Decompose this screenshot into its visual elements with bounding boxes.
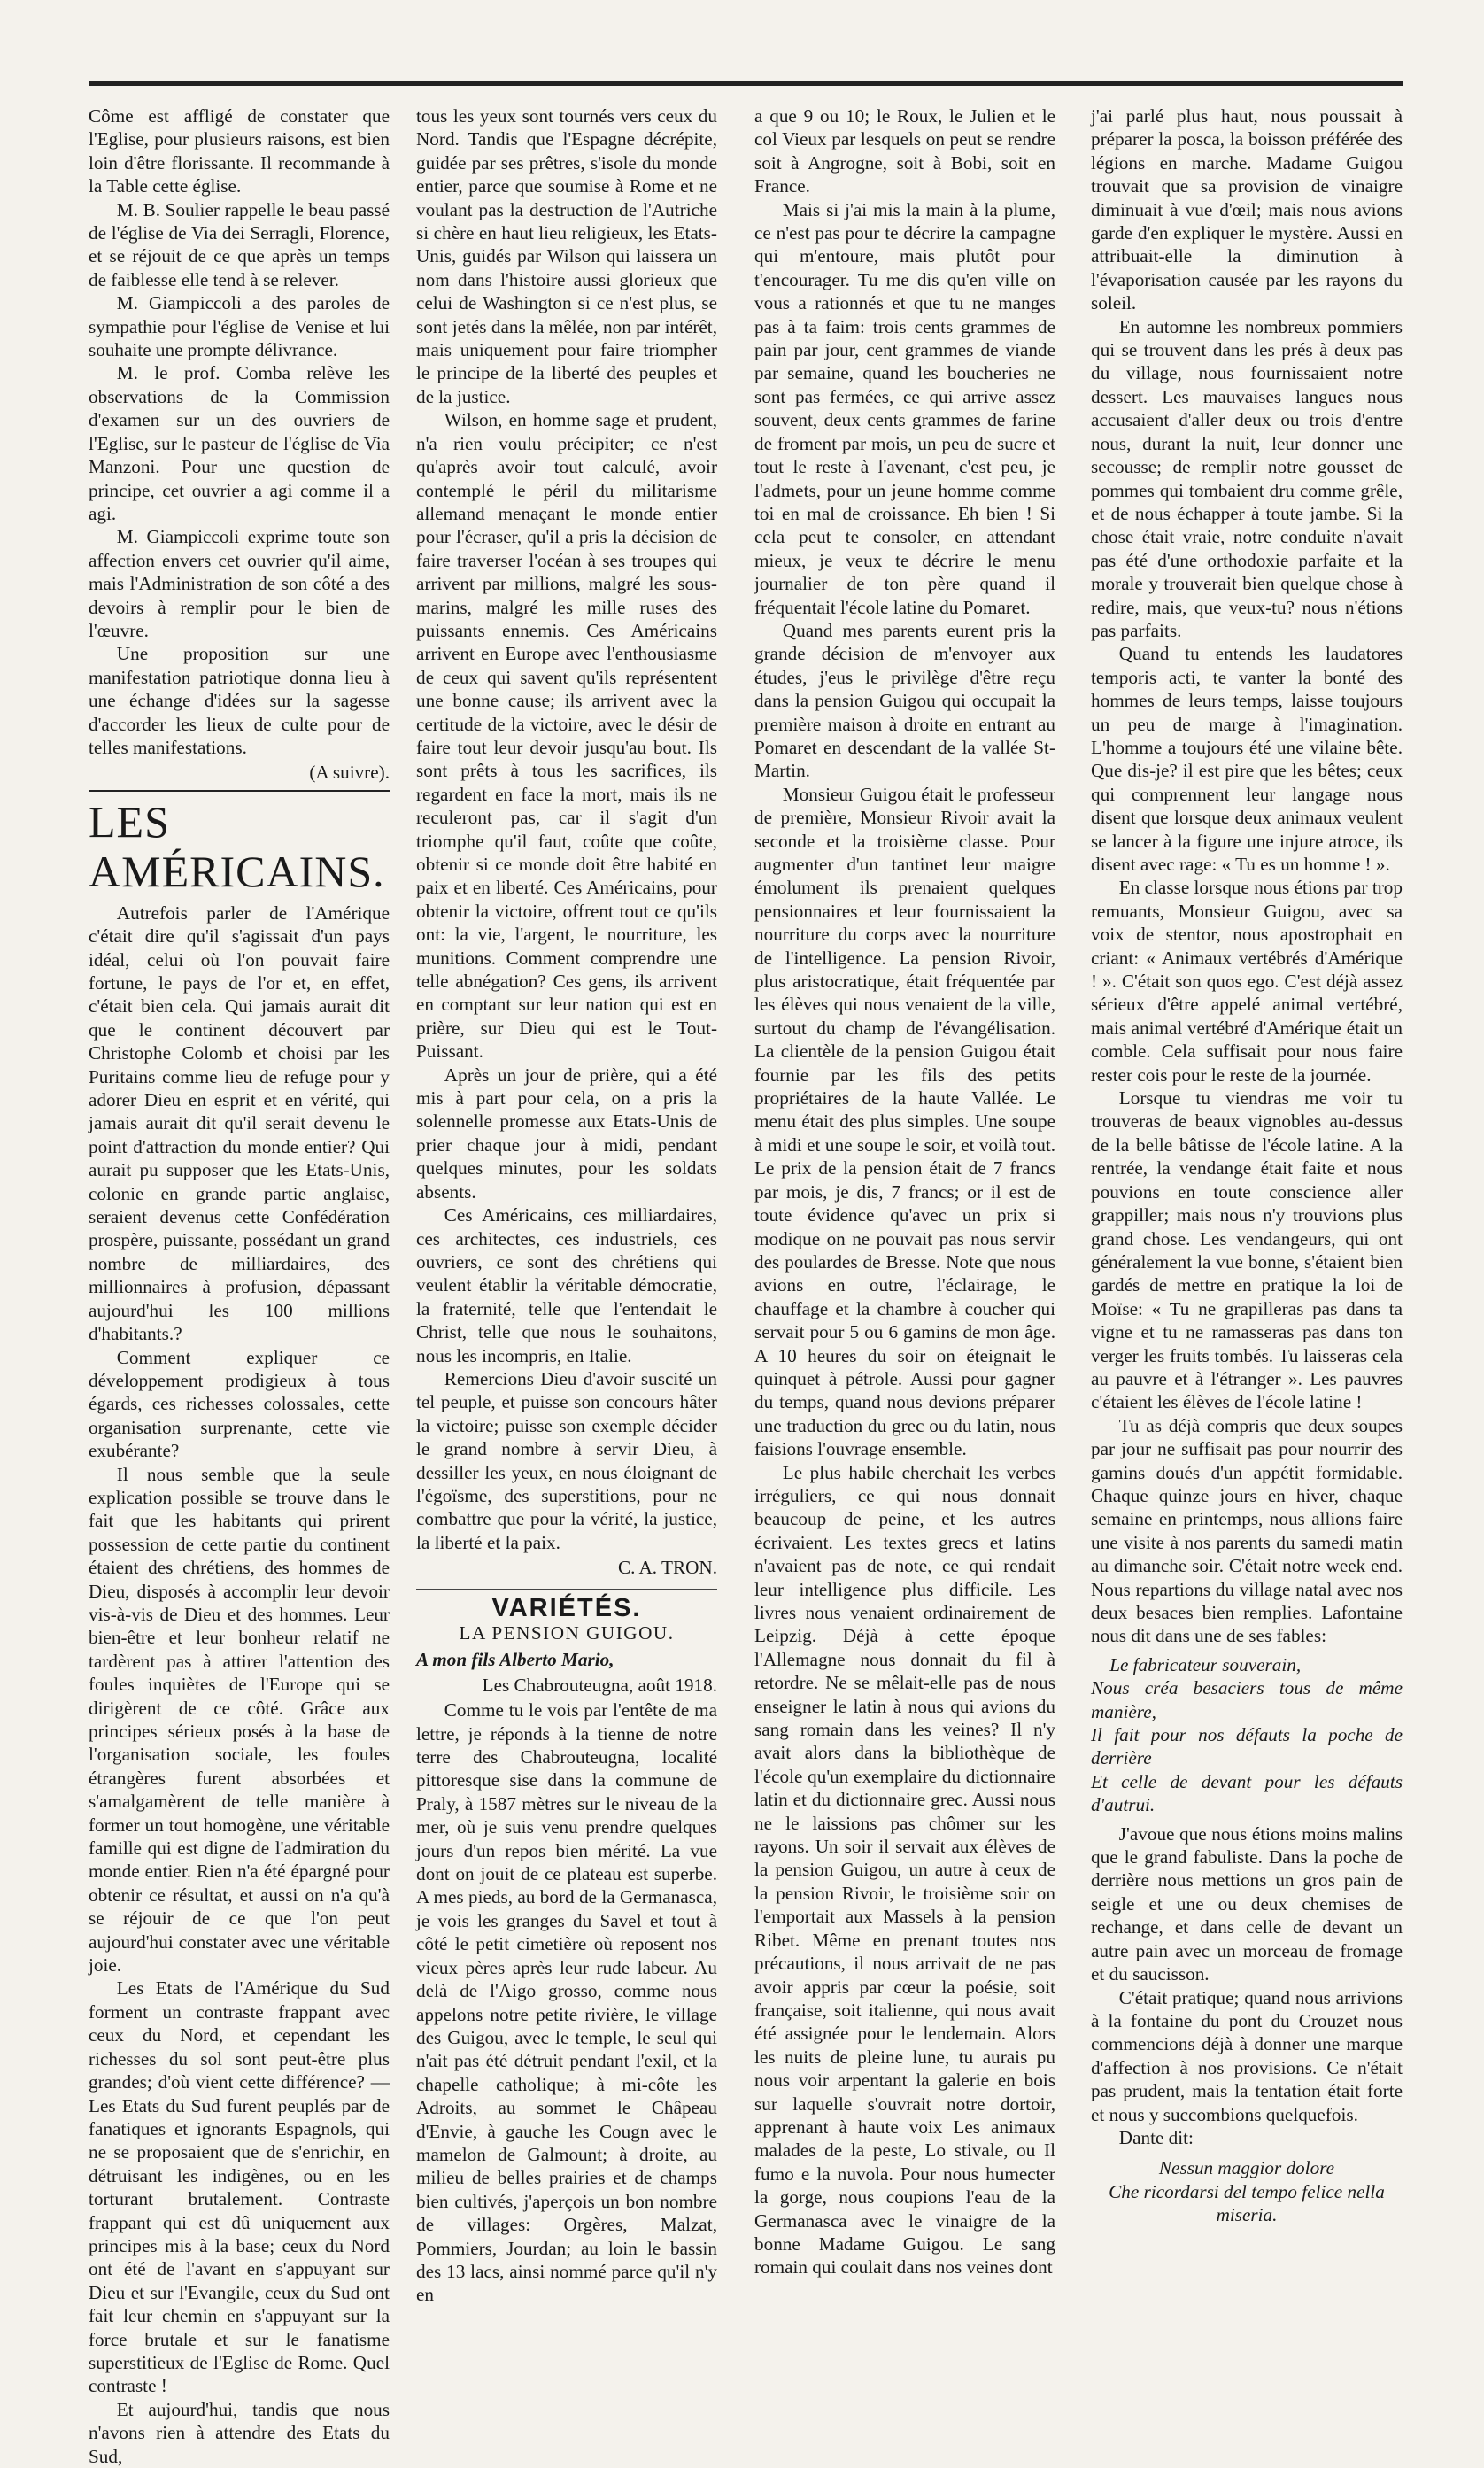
to-be-continued: (A suivre). bbox=[309, 762, 390, 784]
paragraph: Et aujourd'hui, tandis que nous n'avons rien à attendre des Etats du Sud, bbox=[89, 2398, 390, 2467]
author-signature: C. A. TRON. bbox=[617, 1557, 717, 1579]
article-heading-americains: LES AMÉRICAINS. bbox=[89, 796, 385, 896]
paragraph: En classe lorsque nous étions par trop remuants, Monsieur Guigou, avec sa voix de stentor, nous apostrophait en criant: « Animaux vertébrés d'Amérique ! ». C'était son quos ego. C'est déjà assez sérieux d'être appelé animal vertébré, mais animal vertébré d'Amérique était un comble. Cela suffisait pour nous faire rester cois pour le reste de la journée. bbox=[1091, 877, 1403, 1086]
poem-line: Et celle de devant pour les défauts d'autrui. bbox=[1091, 1770, 1403, 1816]
paragraph: Tu as déjà compris que deux soupes par jour ne suffisait pas pour nourrir des gamins doués d'un appétit formidable. Chaque quinze jours en hiver, chaque semaine en printemps, nous allions faire une visite à nos parents du samedi matin au dimanche soir. C'était notre week end. Nous repartions du village natal avec nos deux besaces bien remplies. Lafontaine nous dit dans une de ses fables: bbox=[1091, 1414, 1403, 1647]
top-rule bbox=[89, 81, 1403, 86]
fable-quote bbox=[1091, 1653, 1403, 1817]
paragraph: Quand mes parents eurent pris la grande décision de m'envoyer aux études, j'eus le privilège d'être reçu dans la pension Guigou qui occupait la première maison à droite en entrant au Pomaret en descendant de la vallée St-Martin. bbox=[754, 619, 1055, 782]
paragraph: j'ai parlé plus haut, nous poussait à préparer la posca, la boisson préférée des légions en marche. Madame Guigou trouvait que sa provision de vinaigre diminuait à vue d'œil; mais nous avions garde d'en expliquer le mystère. Aussi en attribuait-elle la diminution à l'évaporisation causée par les rayons du soleil. bbox=[1091, 105, 1403, 314]
paragraph: En automne les nombreux pommiers qui se trouvent dans les prés à deux pas du village, nous fournissaient notre dessert. Les mauvaises langues nous accusaient d'aller deux ou trois d'entre nous, durant la nuit, leur donner une secousse; de remplir notre gousset de pommes qui tombaient dru comme grêle, et de nous échapper à toute jambe. Si la chose était vraie, notre conduite n'avait pas été d'une orthodoxie parfaite et la morale y trouverait bien quelque chose à redire, mais, que veux-tu? nous n'étions pas parfaits. bbox=[1091, 315, 1403, 641]
column-4 bbox=[1091, 104, 1403, 2227]
paragraph: Autrefois parler de l'Amérique c'était dire qu'il s'agissait d'un pays idéal, celui où l'on pouvait faire fortune, le pays de l'or et, en effet, c'était bien cela. Qui jamais aurait dit que le continent découvert par Christophe Colomb et choisi par les Puritains comme lieu de refuge pour y adorer Dieu en esprit et en vérité, qui jamais aurait dit qu'il serait devenu le point d'attraction du monde entier? Qui aurait pu supposer que les Etats-Unis, colonie en grande partie anglaise, seraient devenus cette Confédération prospère, puissante, possédant un grand nombre de milliardaires, des millionnaires à profusion, dépassant aujourd'hui les 100 millions d'habitants.? bbox=[89, 901, 390, 1345]
paragraph: Quand tu entends les laudatores temporis acti, te vanter la bonté des hommes de leurs temps, laisse toujours un peu de marge à l'imagination. L'homme a toujours été une vilaine bête. Que dis-je? il est pire que les bêtes; ceux qui comprennent leur langage nous disent que lorsque deux animaux veulent se lancer à la figure une injure atroce, ils disent avec rage: « Tu es un homme ! ». bbox=[1091, 643, 1403, 875]
paragraph: M. le prof. Comba relève les observations de la Commission d'examen sur un des ouvriers de l'Eglise, sur le pasteur de l'église de Via Manzoni. Pour une question de principe, cet ouvrier a agi comme il a agi. bbox=[89, 362, 390, 524]
paragraph: Il nous semble que la seule explication possible se trouve dans le fait que les habitants qui prirent possession de cette partie du continent étaient des chrétiens, des hommes de Dieu, disposés à accomplir leur devoir vis-à-vis de Dieu et des hommes. Leur bien-être et leur bonheur relatif ne tardèrent pas à attirer l'attention des foules inquiètes de l'Europe qui se dirigèrent de ce côté. Grâce aux principes sérieux posés à la base de l'organisation sociale, les foules étrangères furent absorbées et s'amalgamèrent de telle manière à former un tout homogène, une véritable famille qui est digne de l'admiration du monde entier. Rien n'a été épargné pour obtenir ce résultat, et aussi on n'a qu'à se réjouir de ce que l'on peut aujourd'hui constater avec une véritable joie. bbox=[89, 1463, 390, 1977]
place-date: Les Chabrouteugna, août 1918. bbox=[482, 1674, 717, 1696]
article-subtitle: LA PENSION GUIGOU. bbox=[459, 1622, 675, 1644]
paragraph: Les Etats de l'Amérique du Sud forment un contraste frappant avec ceux du Nord, et cependant les richesses du sol sont peut-être plus grandes; d'où vient cette différence? — Les Etats du Sud furent peuplés par de fanatiques et ignorants Espagnols, qui ne se proposaient que de s'enrichir, en détruisant les indigènes, ou en les torturant brutalement. Contraste frappant qui est dû uniquement aux principes mis à la base; ceux du Nord ont été de l'avant en s'appuyant sur Dieu et sur l'Evangile, ceux du Sud ont fait leur chemin en s'appuyant sur la force brutale et sur le fanatisme superstitieux de l'Eglise de Rome. Quel contraste ! bbox=[89, 1977, 390, 2397]
paragraph: Ces Américains, ces milliardaires, ces architectes, ces industriels, ces ouvriers, ce sont des chrétiens qui veulent établir la véritable démocratie, la fraternité, telle que l'entendait le Christ, telle que nous le souhaitons, nous les incompris, en Italie. bbox=[416, 1204, 717, 1366]
quote-line: Nessun maggior dolore bbox=[1158, 2157, 1335, 2179]
poem-line: Nous créa besaciers tous de même manière, bbox=[1091, 1677, 1403, 1722]
paragraph: M. Giampiccoli a des paroles de sympathie pour l'église de Venise et lui souhaite une prompte délivrance. bbox=[89, 292, 390, 361]
section-divider bbox=[416, 1589, 717, 1590]
column-3 bbox=[754, 104, 1055, 2279]
column-2 bbox=[416, 104, 717, 2307]
paragraph: Mais si j'ai mis la main à la plume, ce n'est pas pour te décrire la campagne qui m'entoure, mais plutôt pour t'encourager. Tu me dis qu'en ville on vous a rationnés et que tu ne manges pas à ta faim: trois cents grammes de pain par jour, cent grammes de viande par semaine, quand les boucheries ne sont pas fermées, ce qui arrive assez souvent, deux cents grammes de farine de froment par mois, un peu de sucre et tout le reste à l'avenant, c'est peu, je l'admets, pour un jeune homme comme toi en mal de croissance. Eh bien ! Si cela peut te consoler, en attendant mieux, je veux te décrire le menu journalier de ton père quand il fréquentait l'école latine du Pomaret. bbox=[754, 198, 1055, 618]
poem-line: Il fait pour nos défauts la poche de derrière bbox=[1091, 1724, 1403, 1769]
paragraph: Le plus habile cherchait les verbes irréguliers, ce qui nous donnait beaucoup de peine, et les autres écrivaient. Les textes grecs et latins n'avaient pas de note, ce qui rendait leur intelligence plus difficile. Les livres nous venaient ordinairement de Leipzig. Déjà à cette époque l'Allemagne nous donnait du fil à retordre. Ne se mêlait-elle pas de nous enseigner le latin à nous qui avions du sang romain dans les veines? Il n'y avait alors dans la bibliothèque de l'école qu'un exemplaire du dictionnaire latin et du dictionnaire grec. Aussi nous ne le laissions pas chômer sur les rayons. Un soir il servait aux élèves de la pension Guigou, un autre à ceux de la pension Rivoir, le troisième soir on l'emportait aux Massels à la pension Ribet. Même en prenant toutes nos précautions, il nous arrivait de ne pas avoir appris par cœur la poésie, soit française, soit italienne, qui nous avait été assignée pour le lendemain. Alors les nuits de pleine lune, tu aurais pu nous voir arpentant la galerie en bois sur laquelle s'ouvrait notre dortoir, apprenant à haute voix Les animaux malades de la peste, Lo stivale, ou Il fumo e la nuvola. Pour nous humecter la gorge, nous coupions l'eau de la Germanasca avec le vinaigre de la bonne Madame Guigou. Le sang romain qui coulait dans nos veines dont bbox=[754, 1461, 1055, 2278]
paragraph: Dante dit: bbox=[1118, 2126, 1194, 2148]
paragraph: Remercions Dieu d'avoir suscité un tel peuple, et puisse son concours hâter la victoire; puisse son exemple décider le grand nombre à servir Dieu, à dessiller les yeux, en nous éloignant de l'égoïsme, des superstitions, pour ne combattre que pour la vérité, la justice, la liberté et la paix. bbox=[416, 1367, 717, 1553]
section-divider bbox=[89, 790, 390, 792]
paragraph: tous les yeux sont tournés vers ceux du Nord. Tandis que l'Espagne décrépite, guidée par ses prêtres, s'isole du monde entier, parce que soumise à Rome et ne voulant pas la destruction de l'Autriche si chère en haut lieu religieux, les Etats-Unis, guidés par Wilson qui laissera un nom dans l'histoire aussi glorieux que celui de Washington si ce n'est plus, se sont jetés dans la mêlée, non par intérêt, mais uniquement pour faire triompher le principe de la liberté des peuples et de la justice. bbox=[416, 105, 717, 407]
paragraph: Lorsque tu viendras me voir tu trouveras de beaux vignobles au-dessus de la belle bâtisse de l'école latine. A la rentrée, la vendange était faite et nous pouvions en toute conscience aller grappiller; mais nous n'y trouvions plus grand chose. Les vendangeurs, qui ont généralement la vue bonne, s'étaient bien gardés de mettre en pratique la loi de Moïse: « Tu ne grapilleras pas dans ta vigne et tu ne ramasseras pas dans ton verger les fruits tombés. Tu laisseras cela au pauvre et à l'étranger ». Les pauvres c'étaient les élèves de l'école latine ! bbox=[1091, 1087, 1403, 1413]
paragraph: Wilson, en homme sage et prudent, n'a rien voulu précipiter; ce n'est qu'après avoir tout calculé, avoir contemplé le péril du militarisme allemand menaçant le monde entier pour l'écraser, qu'il a pris la décision de faire traverser l'océan à ses troupes qui arrivent par millions, malgré les sous-marins, malgré les mille ruses des puissants ennemis. Ces Américains arrivent en Europe avec l'enthousiasme de ceux qui savent qu'ils représentent une bonne cause; ils arrivent avec la certitude de la victoire, avec le désir de faire tout leur devoir jusqu'au bout. Ils sont prêts à tous les sacrifices, ils regardent en face la mort, mais ils ne reculeront pas, car il s'agit d'un triomphe qu'il faut, coûte que coûte, obtenir si ce monde doit être habité en paix et en liberté. Ces Américains, pour obtenir la victoire, offrent tout ce qu'ils ont: la vie, l'argent, le nourriture, les munitions. Comment comprendre une telle abnégation? Ces gens, ils arrivent en comptant sur leur nation qui est en prière, sur Dieu qui est le Tout-Puissant. bbox=[416, 409, 717, 1063]
paragraph: Côme est affligé de constater que l'Eglise, pour plusieurs raisons, est bien loin d'être florissante. Il recommande à la Table cette église. bbox=[89, 105, 390, 197]
paragraph: Comme tu le vois par l'entête de ma lettre, je réponds à la tienne de notre terre des Chabrouteugna, localité pittoresque sise dans la commune de Praly, à 1587 mètres sur le niveau de la mer, où je suis venu prendre quelques jours d'un repos bien mérité. La vue dont on jouit de ce plateau est superbe. A mes pieds, au bord de la Germanasca, je vois les granges du Savel et tout à côté le petit cimetière où reposent nos vieux pères après leur rude labeur. Au delà de l'Aigo grosso, comme nous appelons notre petite rivière, le village des Guigou, avec le temple, le seul qui n'ait pas été détruit pendant l'exil, et la chapelle catholique; à mi-côte les Adroits, au sommet le Châpeau d'Envie, à gauche les Cougn avec le mamelon de Galmount; à droite, au milieu de belles prairies et de champs bien cultivés, j'aperçois un bon nombre de villages: Orgères, Malzat, Pommiers, Jourdan; au loin le bassin des 13 lacs, ainsi nommé parce qu'il n'y en bbox=[416, 1699, 717, 2306]
paragraph: Comment expliquer ce développement prodigieux à tous égards, ces richesses colossales, cette organisation surprenante, cette vie exubérante? bbox=[89, 1346, 390, 1462]
dedication: A mon fils Alberto Mario, bbox=[416, 1649, 614, 1671]
section-heading-varietes: VARIÉTÉS. bbox=[491, 1593, 642, 1622]
quote-line: Che ricordarsi del tempo felice nella miseria. bbox=[1109, 2180, 1385, 2226]
paragraph: Après un jour de prière, qui a été mis à part pour cela, on a pris la solennelle promesse aux Etats-Unis de prier chaque jour à midi, pendant quelques minutes, pour les soldats absents. bbox=[416, 1064, 717, 1203]
paragraph: C'était pratique; quand nous arrivions à la fontaine du pont du Crouzet nous commencions déjà à donner une marque d'affection à nos provisions. Ce n'était pas prudent, mais la tentation était forte et nous y succombions quelquefois. bbox=[1091, 1986, 1403, 2125]
paragraph: M. Giampiccoli exprime toute son affection envers cet ouvrier qu'il aime, mais l'Administration de son côté a des devoirs à remplir pour le bien de l'œuvre. bbox=[89, 526, 390, 641]
paragraph: Une proposition sur une manifestation patriotique donna lieu à une échange d'idées sur la sagesse d'accorder les lieux de culte pour de telles manifestations. bbox=[89, 643, 390, 758]
paragraph: Monsieur Guigou était le professeur de première, Monsieur Rivoir avait la seconde et la troisième classe. Pour augmenter d'un tantinet leur maigre émolument ils prenaient quelques pensionnaires et leur fournissaient la nourriture du corps avec la nourriture de l'intelligence. La pension Rivoir, plus aristocratique, était fréquentée par les élèves qui nous venaient de la ville, surtout du champ de l'évangélisation. La clientèle de la pension Guigou était fournie par les fils des petits propriétaires de la haute Vallée. Le menu était des plus simples. Une soupe à midi et une soupe le soir, et voilà tout. Le prix de la pension était de 7 francs par mois, je dis, 7 francs; or il est de toute évidence qu'avec un prix si modique on ne pouvait pas nous servir des poulardes de Bresse. Note que nous avions en outre, l'éclairage, le chauffage et la chambre à coucher qui servait pour 5 ou 6 gamins de mon âge. A 10 heures du soir on éteignait le quinquet à pétrole. Aussi pour gagner du temps, quand nous devions préparer une traduction du grec ou du latin, nous faisions l'ouvrage ensemble. bbox=[754, 783, 1055, 1460]
dante-quote bbox=[1091, 2156, 1403, 2226]
poem-line: Le fabricateur souverain, bbox=[1109, 1653, 1302, 1675]
paragraph: J'avoue que nous étions moins malins que le grand fabuliste. Dans la poche de derrière nous mettions un gros pain de seigle et une ou deux chemises de rechange, et dans celle de devant un autre pain avec un morceau de fromage et du saucisson. bbox=[1091, 1822, 1403, 1985]
paragraph: a que 9 ou 10; le Roux, le Julien et le col Vieux par lesquels on peut se rendre soit à Angrogne, soit à Bobi, soit en France. bbox=[754, 105, 1055, 197]
paragraph: M. B. Soulier rappelle le beau passé de l'église de Via dei Serragli, Florence, et se réjouit de ce que après un temps de faiblesse elle tend à se relever. bbox=[89, 198, 390, 290]
column-1 bbox=[89, 104, 390, 2468]
